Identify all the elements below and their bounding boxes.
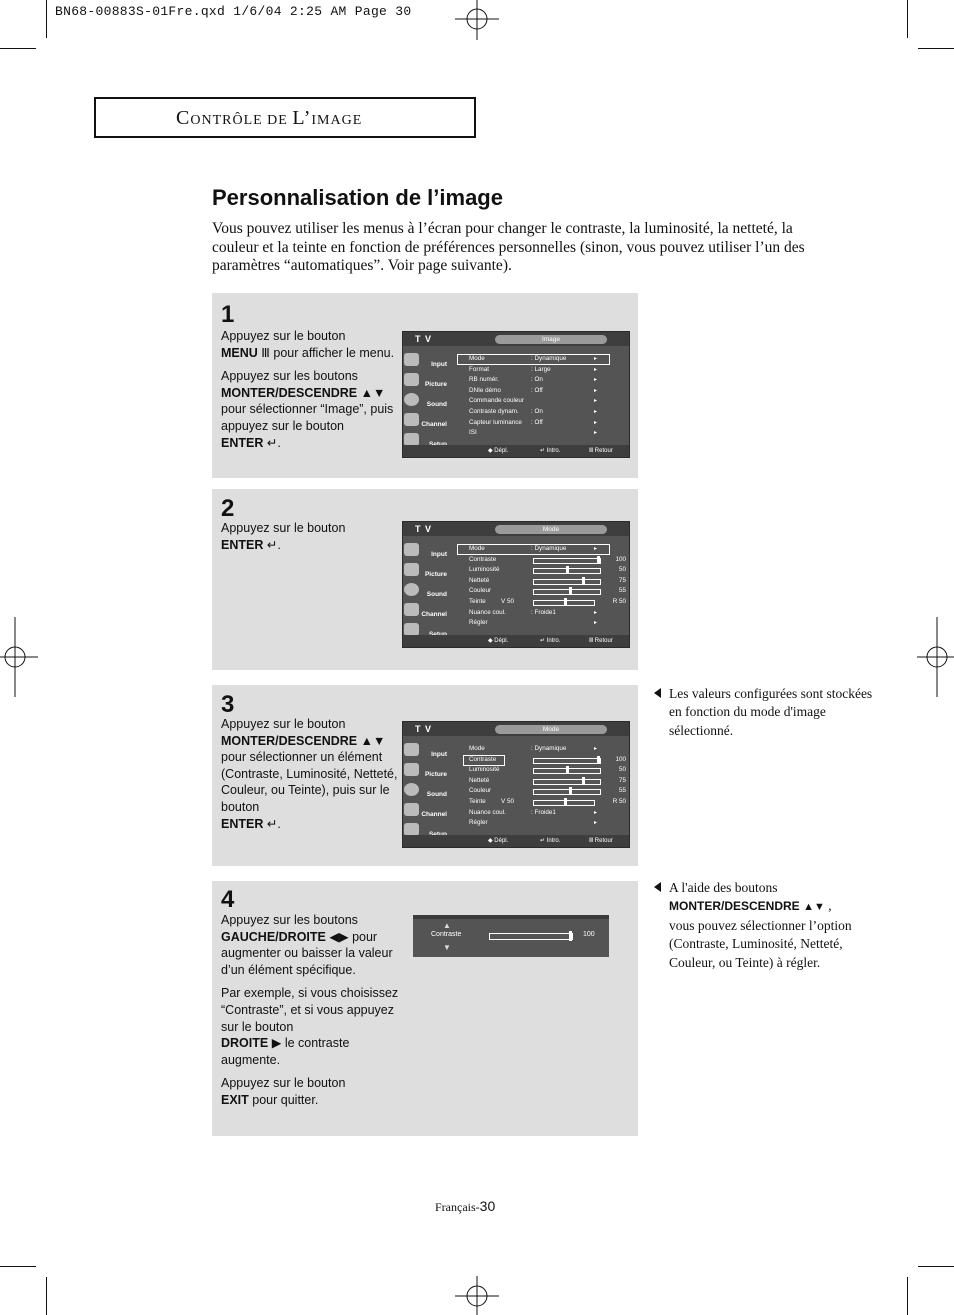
- channel-icon: [404, 413, 419, 426]
- osd-row: Mode : Dynamique ▸: [469, 745, 598, 752]
- channel-icon: [404, 803, 419, 816]
- osd-row: Contraste 100: [451, 755, 626, 765]
- osd-row: Netteté 75: [469, 776, 626, 784]
- page-title: Personnalisation de l’image: [212, 185, 503, 210]
- step-text: Appuyez sur le bouton ENTER ↵.: [221, 521, 346, 552]
- osd-tab: Mode: [495, 725, 607, 734]
- tv-osd-menu: T V Mode Input Picture Sound Channel Mode : Dynamique ▸ Contraste 100 Luminosité 50 Netteté 75 Couleur 55 Teinte V 50 R 50 Nuance coul. : Froide1 ▸ Régler ▸ ◆ Dépl. ↵ Intro. Ⅲ Retour: [402, 721, 630, 848]
- menu-icon: Ⅲ: [261, 345, 270, 360]
- step-panel-1: [212, 293, 638, 478]
- step-text: Appuyez sur les boutons GAUCHE/DROITE ◀▶ pour augmenter ou baisser la valeur d’un élément spécifique. Par exemple, si vous choisissez “Contraste”, et si vous appuyez sur le bouton DROITE ▶ le contraste augmente. Appuyez sur le bouton EXIT pour quitter.: [221, 913, 399, 1107]
- osd-row: Contraste 100: [469, 555, 626, 563]
- channel-icon: [404, 603, 419, 616]
- picture-icon: [404, 563, 419, 576]
- registration-target-icon: [455, 1276, 499, 1315]
- slider-label: Contraste: [431, 931, 462, 938]
- sound-icon: [404, 393, 419, 406]
- osd-footer: ◆ Dépl. ↵ Intro. Ⅲ Retour: [403, 635, 629, 647]
- registration-target-icon: [455, 0, 499, 40]
- osd-tv-label: T V: [415, 334, 433, 344]
- osd-side-input: Input: [403, 352, 449, 372]
- osd-row: ISI ▸: [469, 429, 598, 437]
- osd-row: Mode : Dynamique ▸: [451, 354, 626, 364]
- osd-footer: ◆ Dépl. ↵ Intro. Ⅲ Retour: [403, 835, 629, 847]
- input-icon: [404, 353, 419, 366]
- osd-row: Nuance coul. : Froide1 ▸: [469, 608, 598, 616]
- osd-row: Mode : Dynamique ▸: [451, 544, 626, 554]
- osd-sidebar: Input Picture Sound Channel: [403, 736, 449, 834]
- osd-row: Commande couleur ▸: [469, 397, 598, 405]
- osd-side-sound: Sound: [403, 392, 449, 412]
- tv-osd-menu: [402, 331, 630, 458]
- osd-row: Couleur 55: [469, 787, 626, 795]
- sound-icon: [404, 783, 419, 796]
- bullet-triangle-icon: [654, 882, 661, 892]
- osd-sidebar: Input Picture Sound Channel: [403, 536, 449, 634]
- slider-bar: [489, 933, 573, 940]
- crop-mark: [46, 0, 47, 38]
- osd-row: Contraste dynam. : On ▸: [469, 408, 598, 415]
- crop-mark: [907, 0, 908, 38]
- osd-row: Netteté 75: [469, 576, 626, 584]
- osd-sidebar: [403, 346, 449, 444]
- osd-side-channel: Channel: [403, 412, 449, 432]
- osd-row: Luminosité 50: [469, 766, 626, 774]
- crop-mark: [918, 48, 954, 49]
- picture-icon: [404, 763, 419, 776]
- step-panel-2: [212, 489, 638, 670]
- registration-target-icon: [915, 617, 954, 697]
- osd-footer: ◆ Dépl. ↵ Intro. Ⅲ Retour: [403, 445, 629, 457]
- file-header: BN68-00883S-01Fre.qxd 1/6/04 2:25 AM Page 30: [55, 4, 412, 19]
- slider-value: 100: [583, 931, 595, 938]
- crop-mark: [0, 1266, 36, 1267]
- bullet-triangle-icon: [654, 688, 661, 698]
- step-panel-4: [212, 881, 638, 1136]
- registration-target-icon: [0, 617, 40, 697]
- down-arrow-icon: ▼: [443, 943, 451, 952]
- left-right-arrows-icon: ◀▶: [329, 929, 349, 944]
- input-icon: [404, 743, 419, 756]
- up-down-arrows-icon: ▲▼: [360, 733, 386, 748]
- page-footer: Français-30: [435, 1198, 496, 1214]
- enter-icon: ↵: [266, 816, 278, 831]
- osd-row: DNIe démo : Off ▸: [469, 386, 598, 394]
- step-text: Appuyez sur le bouton MONTER/DESCENDRE ▲▼ pour sélectionner un élément (Contraste, Luminosité, Netteté, Couleur, ou Teinte), puis sur le bouton ENTER ↵.: [221, 717, 398, 831]
- picture-icon: [404, 373, 419, 386]
- osd-row: Capteur luminance : Off ▸: [469, 418, 598, 426]
- tv-osd-menu: T V Mode Input Picture Sound Channel Mode : Dynamique ▸ Contraste 100 Luminosité 50 Netteté 75 Couleur 55 Teinte V 50 R 50 Nuance coul. : Froide1 ▸ Régler ▸ ◆ Dépl. ↵ Intro. Ⅲ Retour: [402, 521, 630, 648]
- crop-mark: [46, 1277, 47, 1315]
- crop-mark: [918, 1266, 954, 1267]
- up-down-arrows-icon: ▲▼: [360, 385, 386, 400]
- step-panel-3: [212, 685, 638, 866]
- osd-row: Teinte V 50 R 50: [469, 798, 626, 805]
- input-icon: [404, 543, 419, 556]
- osd-row: Régler ▸: [469, 619, 598, 627]
- enter-icon: ↵: [266, 537, 278, 552]
- sound-icon: [404, 583, 419, 596]
- osd-row: RB numér. : On ▸: [469, 376, 598, 384]
- up-arrow-icon: ▲: [443, 921, 451, 930]
- step-number: 3: [221, 691, 235, 718]
- crop-mark: [907, 1277, 908, 1315]
- step-number: 1: [221, 301, 235, 328]
- osd-row: Nuance coul. : Froide1 ▸: [469, 808, 598, 816]
- osd-row: Teinte V 50 R 50: [469, 598, 626, 605]
- right-arrow-icon: ▶: [271, 1036, 282, 1051]
- section-heading-box: [94, 97, 476, 138]
- osd-contrast-slider: [413, 915, 609, 957]
- section-title: CONTRÔLE DE L’IMAGE: [176, 107, 363, 129]
- intro-paragraph: Vous pouvez utiliser les menus à l’écran pour changer le contraste, la luminosité, la netteté, la couleur et la teinte en fonction de préférences personnelles (sinon, vous pouvez utiliser l’un des paramètres “automatiques”. Voir page suivante).: [212, 220, 805, 274]
- step-number: 2: [221, 495, 235, 522]
- osd-row: Format : Large ▸: [469, 365, 598, 373]
- osd-row: Couleur 55: [469, 587, 626, 595]
- crop-mark: [0, 48, 36, 49]
- osd-tab: Image: [495, 335, 607, 344]
- osd-row: Régler ▸: [469, 819, 598, 827]
- osd-side-picture: Picture: [403, 372, 449, 392]
- up-down-arrows-icon: ▲▼: [803, 901, 825, 914]
- step-text: Appuyez sur le bouton MENU Ⅲ pour afficher le menu. Appuyez sur les boutons MONTER/DESCENDRE ▲▼ pour sélectionner “Image”, puis appuyez sur le bouton ENTER ↵.: [221, 329, 395, 450]
- step-number: 4: [221, 886, 235, 913]
- enter-icon: ↵: [266, 435, 278, 450]
- osd-tab: Mode: [495, 525, 607, 534]
- osd-row: Luminosité 50: [469, 566, 626, 574]
